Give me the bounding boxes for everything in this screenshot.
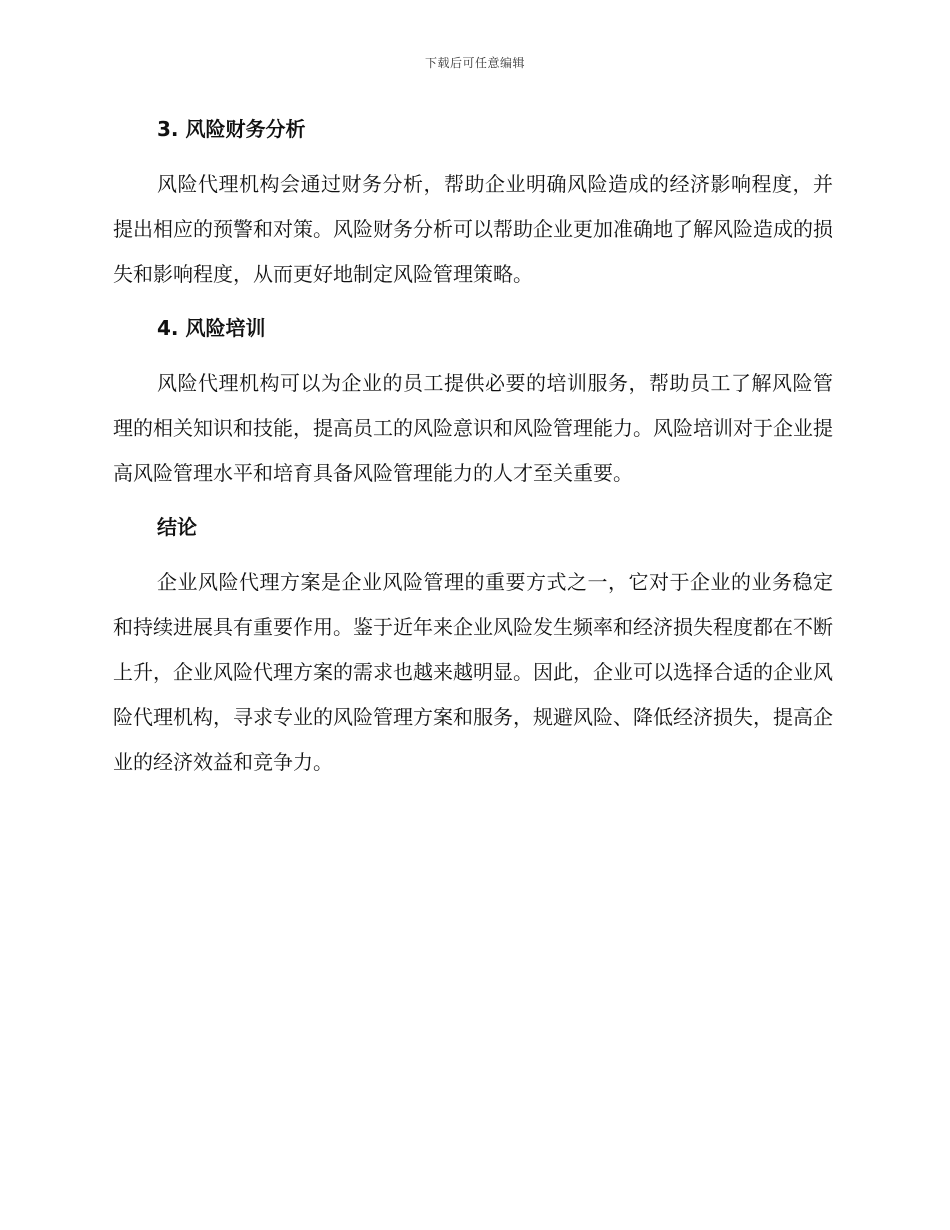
paragraph-risk-training: 风险代理机构可以为企业的员工提供必要的培训服务，帮助员工了解风险管理的相关知识和技能，提高员工的风险意识和风险管理能力。风险培训对于企业提高风险管理水平和培育具备风险管理能力的人才至关重要。	[113, 371, 833, 485]
document-body	[113, 112, 833, 785]
header-note: 下载后可任意编辑	[424, 56, 525, 70]
section-heading-risk-financial-analysis: 3. 风险财务分析	[157, 117, 306, 141]
section-heading-conclusion: 结论	[157, 515, 197, 539]
paragraph-risk-financial-analysis: 风险代理机构会通过财务分析，帮助企业明确风险造成的经济影响程度，并提出相应的预警和对策。风险财务分析可以帮助企业更加准确地了解风险造成的损失和影响程度，从而更好地制定风险管理策略。	[113, 172, 833, 286]
section-heading-risk-training: 4. 风险培训	[157, 316, 266, 340]
paragraph-conclusion: 企业风险代理方案是企业风险管理的重要方式之一，它对于企业的业务稳定和持续进展具有重要作用。鉴于近年来企业风险发生频率和经济损失程度都在不断上升，企业风险代理方案的需求也越来越明显。因此，企业可以选择合适的企业风险代理机构，寻求专业的风险管理方案和服务，规避风险、降低经济损失，提高企业的经济效益和竞争力。	[113, 570, 833, 774]
